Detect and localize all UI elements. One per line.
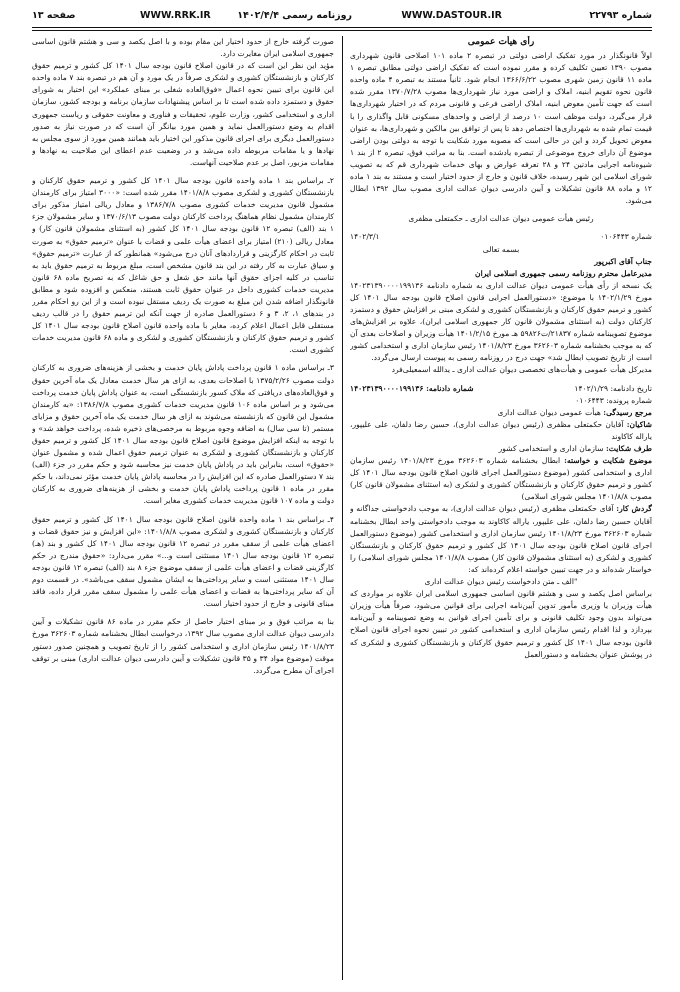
course-value: آقای حکمتعلی مظفری (رئیس دیوان عدالت اداری)، به موجب دادخواستی جداگانه و آقایان حسین رضا دلفان، علی علیپور، یاراله کاکاوند به موجب دادخواستی واحد ابطال بخشنامه شماره ۳۶۲۶۰۳ مورخ ۱۴۰۱/۸/۲۳ رئیس سازمان اداری و استخدامی کشور (موضوع دستورالعمل اجرای قانون اصلاح قانون بودجه سال ۱۴۰۱ کل کشور و ترمیم حقوق کارکنان و بازنشستگان کشوری و لشکری (به استثنای مشمولان قانون کار) مصوب ۱۴۰۱/۸/۸ مجلس شورای اسلامی) را خواستار شده‌اند و در جهت تبیین خواسته اعلام کرده‌اند که: xyxy=(350,504,652,574)
left-paragraph-6: بنا به مراتب فوق و بر مبنای اختیار حاصل از حکم مقرر در ماده ۸۶ قانون تشکیلات و آیین دادرسی دیوان عدالت اداری مصوب سال ۱۳۹۲، درخواست ابطال بخشنامه شماره ۳۶۲۶۰۳ مورخ ۱۴۰۱/۸/۲۳ رئیس سازمان اداری و استخدامی کشور را از تاریخ تصویب و همچنین صدور دستور موقت (موضوع مواد ۳۴ و ۳۵ قانون تشکیلات و آیین دادرسی دیوان عدالت اداری) مبنی بر توقف اجرای آن مطرح می‌گردد. xyxy=(32,617,334,675)
reference-value: هیأت عمومی دیوان عدالت اداری xyxy=(497,407,601,417)
subject-label: موضوع شکایت و خواسته: xyxy=(564,456,652,466)
quote-heading: "الف ـ متن دادخواست رئیس دیوان عدالت اداری xyxy=(424,577,578,587)
course-line xyxy=(350,503,652,576)
right-column xyxy=(350,36,652,980)
left-paragraph-2: مؤید این نظر این است که در قانون اصلاح قانون بودجه سال ۱۴۰۱ کل کشور و ترمیم حقوق کارکنان و بازنشستگان کشوری و لشکری صرفاً در یک مورد و آن هم در تبصره بند ۷ ماده واحده این قانون برای تبیین نحوه اعمال «فوق‌العاده شغلی بر مبنای عملکرد» این اختیار به شورای حقوق و دستمزد داده شده است تا بر اساس پیشنهادات سازمان برنامه و بودجه کشور، سازمان اداری و استخدامی کشور، وزارت علوم، تحقیقات و فناوری و معاونت حقوقی و ریاست جمهوری اقدام به وضع دستورالعمل نماید و همین مورد بیانگر آن است که در صورت نیاز به صدور دستورالعمل دیگری برای اجرای قانون مذکور این اختیار باید همانند همین مورد از سوی مجلس به نهادها و یا مقامات مربوطه داده می‌شد و در وضعیت عدم اعطای این صلاحیت به نهادها و مقامات مزبور، اصل بر عدم صلاحیت آنهاست. xyxy=(32,61,334,167)
plaintiffs-label: شاکیان: xyxy=(626,419,652,429)
respondent-line xyxy=(350,443,652,455)
respondent-value: سازمان اداری و استخدامی کشور xyxy=(498,444,604,453)
left-paragraph-4: ۳ـ براساس ماده ۱ قانون پرداخت پاداش پایان خدمت و بخشی از هزینه‌های ضروری به کارکنان دولت مصوب ۱۳۷۵/۲/۲۶ با اصلاحات بعدی، به ازای هر سال خدمت معادل یک ماه آخرین حقوق و فوق‌العاده‌های دریافتی که ملاک کسور بازنشستگی است، به عنوان پاداش پایان خدمت پرداخت می‌شود و بر اساس ماده ۱۰۶ قانون مدیریت خدمات کشوری مصوب ۱۳۸۶/۷/۸: «به کارمندان مشمول این قانون که بازنشسته می‌شوند به ازای هر سال خدمت یک ماه آخرین حقوق و مزایای مستمر (تا سی سال) به اضافه وجوه مربوط به مرخصی‌های ذخیره شده، پرداخت خواهد شد» و با توجه به اینکه افزایش موضوع قانون اصلاح قانون بودجه سال ۱۴۰۱ کل کشور و ترمیم حقوق کارکنان و بازنشستگان کشوری و لشکری به عنوان ترمیم حقوق اعمال شده و مشمول عنوان «حقوق» است، بنابراین باید در پاداش پایان خدمت نیز محاسبه شود و حکم مقرر در جزء (الف) بند ۷ دستورالعمل صادره که این افزایش را در محاسبه پاداش پایان خدمت مؤثر نمی‌داند، با حکم مقرر در ماده ۱ قانون پرداخت پاداش پایان خدمت و بخشی از هزینه‌های ضروری به کارکنان دولت و ماده ۱۰۷ قانون مدیریت خدمات کشوری مغایر است. xyxy=(32,363,334,506)
column-divider xyxy=(342,36,343,980)
case-number: شماره پرونده: ۰۱۰۶۴۴۳ xyxy=(575,395,652,405)
letter-number-row xyxy=(350,231,652,243)
petition-paragraph: براساس اصل یکصد و سی و هشتم قانون اساسی جمهوری اسلامی ایران علاوه بر مواردی که هیأت وزیران یا وزیری مأمور تدوین آیین‌نامه اجرایی برای قوانین می‌شود، صرفاً هیأت وزیران می‌تواند بدون وجود تکلیف قانونی و برای تأمین اجرای قوانین به وضع تصویبنامه و آیین‌نامه بپردازد و لذا اقدام رئیس سازمان اداری و استخدامی کشور در تبیین نحوه اجرای قانون اصلاح قانون بودجه سال ۱۴۰۱ کل کشور و ترمیم حقوق کارکنان و بازنشستگان کشوری و لشکری که در پوشش عنوان بخشنامه و دستورالعمل xyxy=(350,589,652,659)
reference-line xyxy=(350,407,652,419)
left-paragraph-1: صورت گرفته خارج از حدود اختیار این مقام بوده و با اصل یکصد و سی و هشتم قانون اساسی جمهوری اسلامی ایران مغایرت دارد. xyxy=(32,37,334,59)
header-rule-top xyxy=(32,27,652,28)
header-rule-bottom xyxy=(32,30,652,31)
verdict-date: تاریخ دادنامه: ۱۴۰۲/۱/۲۹ xyxy=(574,383,652,393)
letter-date: ۱۴۰۲/۳/۱ xyxy=(350,232,380,242)
subject-value: ابطال بخشنامه شماره ۳۶۲۶۰۳ مورخ ۱۴۰۱/۸/۲۳ رئیس سازمان اداری و استخدامی کشور (موضوع دستورالعمل اجرای قانون اصلاح قانون بودجه سال ۱۴۰۱ کل کشور و ترمیم حقوق کارکنان و بازنشستگان کشوری و لشکری (به استثنای مشمولان قانون کار) مصوب ۱۴۰۱/۸/۸ مجلس شورای اسلامی) xyxy=(350,456,652,502)
page-number: صفحه ۱۳ xyxy=(32,10,76,21)
site-link-left[interactable]: WWW.RRK.IR xyxy=(140,10,211,21)
ruling-paragraph: اولاً قانونگذار در مورد تفکیک اراضی دولتی در تبصره ۲ ماده ۱۰۱ اصلاحی قانون شهرداری مصوب ۱۳۹۰ تعیین تکلیف کرده و مقرر نموده است که تفکیک اراضی دولتی مطابق تبصره ۱ ماده ۱۱ قانون زمین شهری مصوب ۱۳۶۶/۶/۲۲ انجام شود. ثانیاً مستند به تبصره ۴ ماده واحده قانون نحوه تقویم ابنیه، املاک و اراضی مورد نیاز شهرداری‌ها مصوب ۱۳۷۰/۷/۲۸ مقرر شده است که جهت تأمین معوض ابنیه، املاک اراضی فرعی و قانونی مردم که در اختیار شهرداری‌ها قرار می‌گیرد، دولت موظف است ۱۰ درصد از اراضی و واحدهای مسکونی قابل واگذاری را با قیمت تمام شده به شهرداری‌ها اختصاص دهد تا پس از توافق بین مالکین و شهرداری‌ها، به عنوان معوض تحویل گردد و این در حالی است که مصوبه مورد شکایت با توجه به دولتی بودن اراضی موضوع آن دارای خروج موضوعی از تبصره یادشده است. بنا به مراتب فوق، تبصره ۲ از بند ۱ شیوه‌نامه اجرایی مادتین ۲۴ و ۲۸ تعرفه عوارض و بهای خدمات شهرداری قم که به تصویب شورای اسلامی این شهر رسیده، خلاف قانون و خارج از حدود اختیار است و مستند به بند ۱ ماده ۱۲ و ماده ۸۸ قانون تشکیلات و آیین دادرسی دیوان عدالت اداری مصوب سال ۱۳۹۲ ابطال می‌شود. xyxy=(350,51,652,206)
left-column xyxy=(32,36,334,980)
newspaper-date: روزنامه رسمی ۱۴۰۲/۴/۴ xyxy=(237,10,352,21)
site-link-right[interactable]: WWW.DASTOUR.IR xyxy=(401,10,502,21)
basmala: بسمه تعالی xyxy=(482,244,520,254)
left-paragraph-3: ۲ـ براساس بند ۱ ماده واحده قانون بودجه سال ۱۴۰۱ کل کشور و ترمیم حقوق کارکنان و بازنشستگان کشوری و لشکری مصوب ۱۴۰۱/۸/۸ مقرر شده است: «۳۰۰۰ امتیاز برای کارمندان مشمول قانون مدیریت خدمات کشوری مصوب ۱۳۸۶/۷/۸ و معادل ریالی امتیاز مذکور برای کارمندان مشمول نظام هماهنگ پرداخت کارکنان دولت مصوب ۱۳۷۰/۶/۱۳ و سایر مشمولان جزء ۱ بند (الف) تبصره ۱۲ قانون بودجه سال ۱۴۰۱ کل کشور (به استثنای مشمولان قانون کار) و معادل ریالی (۲۱۰) امتیاز برای اعضای هیأت علمی و قضات با عنوان «ترمیم حقوق» به صورت ثابت در احکام کارگزینی و قراردادهای آنان درج می‌شود» همانطور که از عبارت «ترمیم حقوق» و سیاق عبارت به کار رفته در این بند قانون مشخص است، مبلغ مربوط به ترمیم حقوق باید به تناسب در کلیه اجزای حقوق آنها مانند حق شغل و حق شاغل که به تصریح ماده ۶۸ قانون مدیریت خدمات کشوری داخل در عنوان حقوق ثابت هستند، منعکس و افزوده شود و مطابق قانونگذار اضافه شدن این مبلغ به صورت یک ردیف مستقل نبوده است و از این رو احکام مقرر در بندهای ۱، ۲، ۳ و ۶ دستورالعمل صادره از جهت آنکه این ترمیم حقوق را در قالب ردیف مستقلی قابل اعمال اعلام کرده، مغایر با ماده واحده قانون اصلاح قانون بودجه سال ۱۴۰۱ کل کشور و ترمیم حقوق کارکنان و بازنشستگان کشوری و لشکری و ماده ۶۸ قانون مدیریت خدمات کشوری است. xyxy=(32,176,334,355)
plaintiffs-value: آقایان حکمتعلی مظفری (رئیس دیوان عدالت اداری)، حسین رضا دلفان، علی علیپور، یاراله کاکاوند xyxy=(350,419,652,441)
letter-number: شماره ۰۱۰۶۴۴۳ xyxy=(600,232,652,242)
page-header xyxy=(32,8,652,26)
verdict-info-row xyxy=(350,383,652,395)
verdict-number: شماره دادنامه: ۱۴۰۲۳۱۳۹۰۰۰۰۱۹۹۱۳۶ xyxy=(350,383,474,393)
section-title: رأی هیأت عمومی xyxy=(467,37,535,47)
subject-line xyxy=(350,455,652,503)
letter-body: یک نسخه از رأی هیأت عمومی دیوان عدالت اداری به شماره دادنامه ۱۴۰۲۳۱۳۹۰۰۰۰۱۹۹۱۳۶ مورخ ۱۴۰۲/۱/۲۹ با موضوع: «دستورالعمل اجرایی قانون اصلاح قانون بودجه سال ۱۴۰۱ کل کشور و ترمیم حقوق کارکنان و بازنشستگان کشوری و لشکری مبنی بر افزایش حقوق و دستمزد کارکنان دولت (به استثنای مشمولان قانون کار جمهوری اسلامی ایران)، علاوه بر افزایش‌های موضوع تصویبنامه شماره ۲۱۸۳۷/ت۵۹۸۲۶ هـ مورخ ۱۴۰۱/۲/۱۵ هیأت وزیران و اصلاحات بعدی آن که به موجب بخشنامه شماره ۳۶۲۶۰۳ مورخ ۱۴۰۱/۸/۲۳ رئیس سازمان اداری و استخدامی کشور است از تاریخ تصویب ابطال شد» جهت درج در روزنامه رسمی به پیوست ارسال می‌گردد. xyxy=(350,280,652,363)
issue-number: شماره ۲۲۷۹۳ xyxy=(589,10,652,21)
left-paragraph-5: ۴ـ براساس بند ۱ ماده واحده قانون اصلاح قانون بودجه سال ۱۴۰۱ کل کشور و ترمیم حقوق کارکنان و بازنشستگان کشوری و لشکری مصوب ۱۴۰۱/۸/۸: «این افزایش و نیز حقوق قضات و اعضای هیأت علمی از سقف مقرر در تبصره ۱۲ قانون بودجه سال ۱۴۰۱ کل کشور و بند (هـ) تبصره ۱۲ قانون بودجه سال ۱۴۰۱ مستثنی است و...» مقرر می‌دارد: «حقوق مندرج در حکم کارگزینی قضات و اعضای هیأت علمی از سقف موضوع جزء ۸ بند (الف) تبصره ۱۲ قانون بودجه سال ۱۴۰۱ مستثنی است و سایر پرداختی‌ها به ایشان مشمول سقف می‌باشد». در قسمت دوم آن که سایر پرداختی‌ها به قضات و اعضای هیأت علمی را مشمول سقف مقرر قرار داده، فاقد مبنای قانونی و خارج از حدود اختیار است. xyxy=(32,514,334,609)
letter-signature: مدیرکل هیأت عمومی و هیأت‌های تخصصی دیوان عدالت اداری ـ یدالله اسمعیلی‌فرد xyxy=(391,365,652,375)
respondent-label: طرف شکایت: xyxy=(606,444,652,453)
ruling-signature: رئیس هیأت عمومی دیوان عدالت اداری ـ حکمتعلی مظفری xyxy=(408,214,594,224)
addressee-name: جناب آقای اکبرپور xyxy=(594,256,652,266)
course-label: گردش کار: xyxy=(616,504,652,514)
plaintiffs-line xyxy=(350,419,652,443)
reference-label: مرجع رسیدگی: xyxy=(603,407,652,417)
addressee-title: مدیرعامل محترم روزنامه رسمی جمهوری اسلامی ایران xyxy=(475,268,652,278)
